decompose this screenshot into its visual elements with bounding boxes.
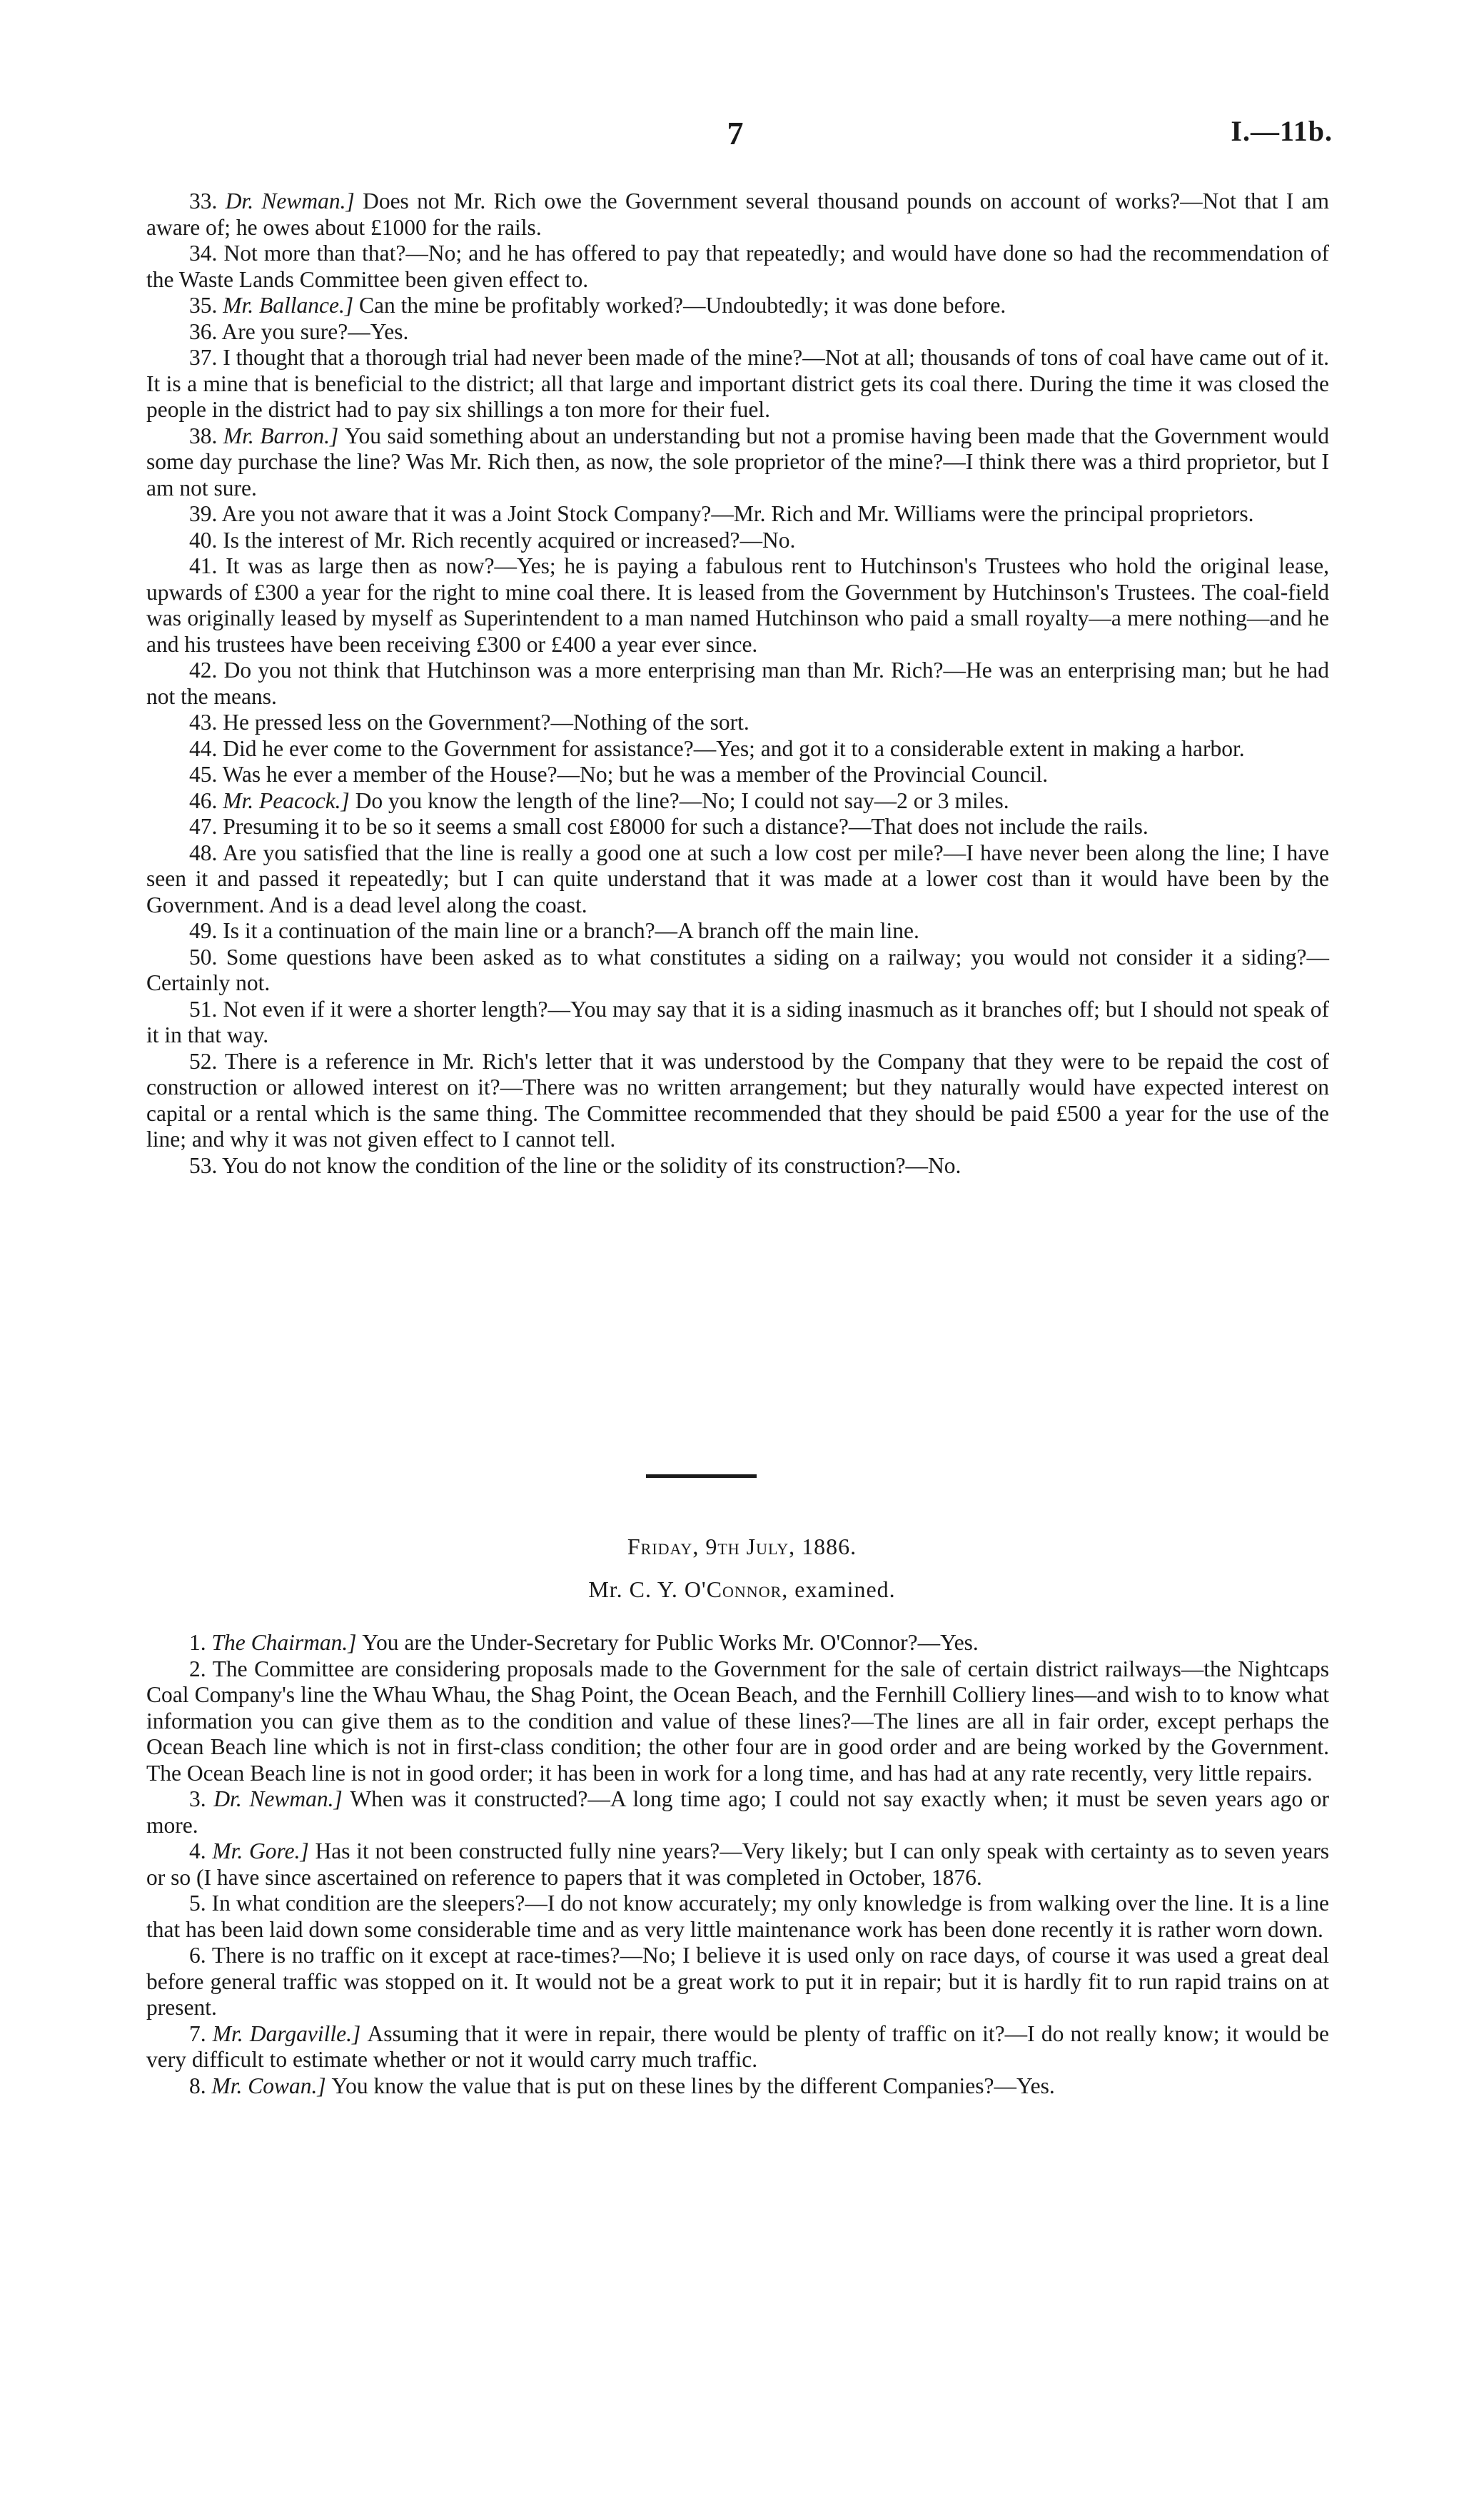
question-paragraph [146,1786,1329,1838]
question-text: Can the mine be profitably worked?—Undoubtedly; it was done before. [358,293,1006,318]
question-number: 53. [189,1152,218,1178]
question-paragraph [146,1630,1329,1656]
section-divider [646,1474,757,1478]
question-number: 44. [189,735,218,761]
question-text: Is it a continuation of the main line or a branch?—A branch off the main line. [223,918,919,943]
question-paragraph [146,2021,1329,2073]
speaker-name: Mr. Gore.] [212,1838,309,1863]
speaker-name: Mr. Ballance.] [223,293,354,318]
question-text: He pressed less on the Government?—Nothing of the sort. [223,710,749,735]
question-text: Presuming it to be so it seems a small cost £8000 for such a distance?—That does not include the rails. [223,814,1149,839]
question-paragraph [146,1049,1329,1153]
question-text: Some questions have been asked as to what constitutes a siding on a railway; you would not consider it a siding?—Certainly not. [146,944,1330,995]
question-number: 34. [189,241,218,266]
evidence-section-first [146,188,1329,1179]
question-paragraph [146,1943,1329,2021]
question-paragraph [146,840,1329,919]
question-text: Not more than that?—No; and he has offered to pay that repeatedly; and would have done so had the recommendation of the Waste Lands Committee been given effect to. [146,241,1329,292]
question-number: 6. [189,1943,206,1968]
question-text: Are you sure?—Yes. [221,318,409,344]
question-text: Assuming that it were in repair, there would be plenty of traffic on it?—I do not really know; it would be very difficult to estimate whether or not it would carry much traffic. [146,2021,1330,2072]
question-paragraph [146,788,1329,815]
question-text: In what condition are the sleepers?—I do not know accurately; my only knowledge is from walking over the line. It is a line that has been laid down some considerable time and as very little maintenance work has been done recently it is rather worn down. [146,1891,1330,1942]
speaker-name: The Chairman.] [211,1630,357,1655]
question-number: 50. [189,944,218,970]
question-paragraph [146,1891,1329,1943]
question-text: I thought that a thorough trial had never been made of the mine?—Not at all; thousands of tons of coal have came out of it. It is a mine that is beneficial to the district; all that large and important district gets its coal there. During the time it was closed the people in the district had to pay six shillings a ton more for their fuel. [146,345,1329,422]
question-paragraph [146,345,1329,423]
question-number: 35. [189,293,218,318]
question-text: There is a reference in Mr. Rich's letter that it was understood by the Company that they were to be repaid the cost of construction or allowed interest on it?—There was no written arrangement; but they naturally would have expected interest on capital or a rental which is the same thing. The Committee recommended that they should be paid £500 a year for the use of the line; and why it was not given effect to I cannot tell. [146,1048,1329,1152]
question-text: Has it not been constructed fully nine years?—Very likely; but I can only speak with certainty as to seven years or so (I have since ascertained on reference to papers that it was completed in October, 1876. [146,1838,1330,1890]
question-number: 3. [189,1786,206,1811]
witness-prefix: Mr. [588,1576,623,1602]
evidence-section-second [146,1630,1329,2099]
question-text: There is no traffic on it except at race-times?—No; I believe it is used only on race days, of course it was used a great deal before general traffic was stopped on it. It would not be a great work to put it in repair; but it is hardly fit to run rapid trains on at present. [146,1943,1329,2020]
question-text: When was it constructed?—A long time ago; I could not say exactly when; it must be seven years ago or more. [146,1786,1330,1838]
question-text: You do not know the condition of the line or the solidity of its construction?—No. [222,1152,961,1178]
speaker-name: Dr. Newman.] [213,1786,343,1811]
question-number: 42. [189,658,218,683]
question-paragraph [146,997,1329,1049]
question-number: 38. [189,423,218,448]
question-text: Do you not think that Hutchinson was a more enterprising man than Mr. Rich?—He was an enterprising man; but he had not the means. [146,658,1329,709]
question-number: 48. [189,840,218,865]
question-text: You are the Under-Secretary for Public Works Mr. O'Connor?—Yes. [362,1630,979,1655]
question-paragraph [146,945,1329,997]
question-number: 40. [189,527,218,553]
question-paragraph [146,1838,1329,1891]
question-paragraph [146,293,1329,319]
question-paragraph [146,553,1329,658]
question-number: 36. [189,318,218,344]
question-text: Not even if it were a shorter length?—You may say that it is a siding inasmuch as it branches off; but I should not speak of it in that way. [146,996,1330,1047]
question-paragraph [146,1656,1329,1787]
question-paragraph [146,814,1329,840]
question-number: 41. [189,553,218,578]
question-text: Does not Mr. Rich owe the Government several thousand pounds on account of works?—Not that I am aware of; he owes about £1000 for the rails. [146,188,1330,240]
question-number: 1. [189,1630,206,1655]
question-number: 39. [189,501,218,526]
question-text: Are you not aware that it was a Joint Stock Company?—Mr. Rich and Mr. Williams were the principal proprietors. [221,501,1254,526]
question-number: 52. [189,1048,218,1074]
question-number: 4. [189,1838,206,1863]
question-paragraph [146,319,1329,346]
speaker-name: Mr. Barron.] [223,423,339,448]
question-paragraph [146,501,1329,528]
question-text: It was as large then as now?—Yes; he is paying a fabulous rent to Hutchinson's Trustees who hold the original lease, upwards of £300 a year for the right to mine coal there. It is leased from the Government by Hutchinson's Trustees. The coal-field was originally leased by myself as Superintendent to a man named Hutchinson who paid a small royalty—a mere nothing—and he and his trustees have been receiving £300 or £400 a year ever since. [146,553,1330,657]
question-text: Was he ever a member of the House?—No; but he was a member of the Provincial Council. [222,762,1049,787]
question-text: The Committee are considering proposals made to the Government for the sale of certain district railways—the Nightcaps Coal Company's line the Whau Whau, the Shag Point, the Ocean Beach, and the Fernhill Colliery lines—and wish to to know what information you can give them as to the condition and value of these lines?—The lines are all in fair order, except perhaps the Ocean Beach line which is not in first-class condition; the other four are in good order and are being worked by the Government. The Ocean Beach line is not in good order; it has been in work for a long time, and has had at any rate recently, very little repairs. [146,1656,1330,1786]
question-text: Did he ever come to the Government for assistance?—Yes; and got it to a considerable extent in making a harbor. [223,735,1245,761]
question-text: You said something about an understanding but not a promise having been made that the Government would some day purchase the line? Was Mr. Rich then, as now, the sole proprietor of the mine?—I think there was a third proprietor, but I am not sure. [146,423,1330,500]
page-number: 7 [727,115,744,151]
question-number: 45. [189,762,218,787]
sitting-date: Friday, 9th July, 1886. [627,1534,857,1559]
question-number: 5. [189,1891,206,1916]
question-number: 2. [189,1656,206,1681]
question-number: 33. [189,188,218,213]
question-number: 46. [189,787,218,813]
witness-suffix: , examined. [782,1576,896,1602]
question-text: Are you satisfied that the line is really a good one at such a low cost per mile?—I have never been along the line; I have seen it and passed it repeatedly; but I can quite understand that it was made at a lower cost than it would have been by the Government. And is a dead level along the coast. [146,840,1330,917]
question-number: 49. [189,918,218,943]
speaker-name: Mr. Peacock.] [223,787,350,813]
speaker-name: Mr. Cowan.] [211,2073,326,2098]
question-text: Is the interest of Mr. Rich recently acquired or increased?—No. [223,527,796,553]
question-paragraph [146,2073,1329,2100]
question-paragraph [146,423,1329,502]
question-paragraph [146,710,1329,736]
question-number: 8. [189,2073,206,2098]
speaker-name: Dr. Newman.] [225,188,355,213]
question-number: 51. [189,996,218,1022]
question-paragraph [146,241,1329,293]
witness-heading [0,1576,1484,1603]
question-text: Do you know the length of the line?—No; I could not say—2 or 3 miles. [355,787,1009,813]
question-paragraph [146,762,1329,788]
page-header [0,114,1484,157]
question-paragraph [146,1153,1329,1179]
question-number: 43. [189,710,218,735]
question-number: 37. [189,345,218,370]
question-number: 7. [189,2021,206,2046]
speaker-name: Mr. Dargaville.] [212,2021,361,2046]
question-paragraph [146,658,1329,710]
witness-name: C. Y. O'Connor [629,1576,782,1602]
document-reference: I.—11b. [1231,115,1333,147]
question-paragraph [146,528,1329,554]
question-paragraph [146,188,1329,241]
question-number: 47. [189,814,218,839]
question-paragraph [146,736,1329,763]
question-paragraph [146,918,1329,945]
question-text: You know the value that is put on these lines by the different Companies?—Yes. [331,2073,1055,2098]
